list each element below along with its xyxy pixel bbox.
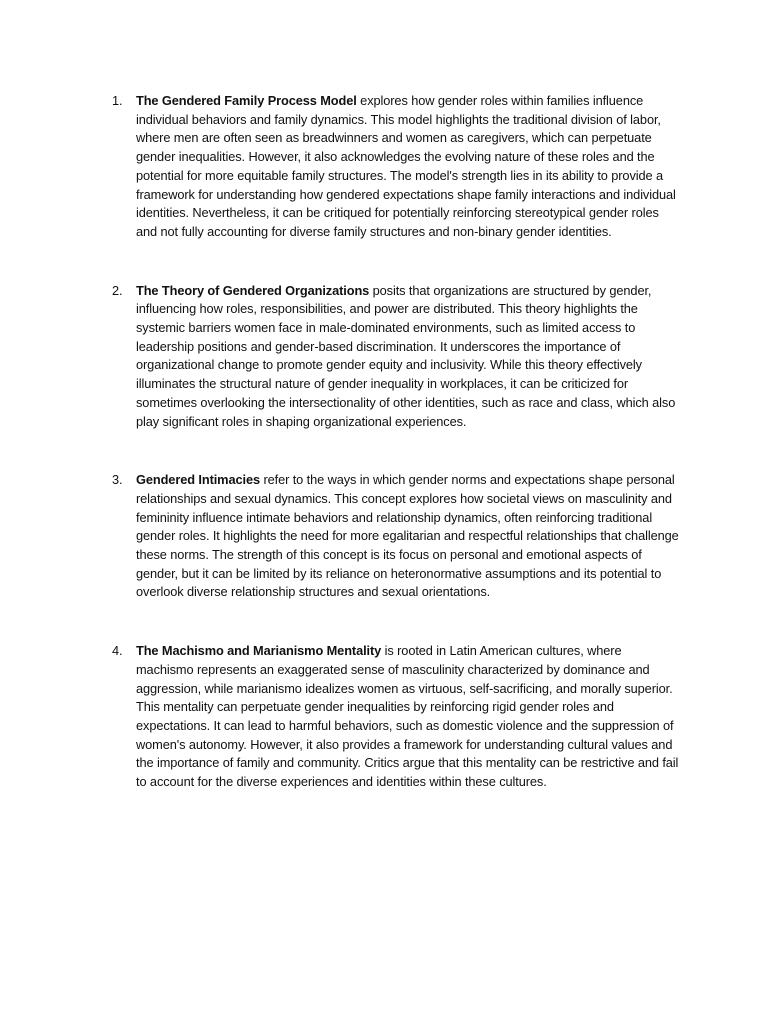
list-item-number: 3. xyxy=(112,472,123,488)
list-item xyxy=(112,471,680,602)
list-item-body: refer to the ways in which gender norms and expectations shape personal relationships and sexual dynamics. This concept explores how societal views on masculinity and femininity influence intimate behaviors and relationship dynamics, often reinforcing traditional gender roles. It highlights the need for more egalitarian and respectful relationships that challenge these norms. The strength of this concept is its focus on personal and emotional aspects of gender, but it can be limited by its reliance on heteronormative assumptions and its potential to overlook diverse relationship structures and sexual orientations. xyxy=(136,472,679,600)
list-item-number: 4. xyxy=(112,643,123,659)
list-item xyxy=(112,92,680,242)
numbered-list xyxy=(112,92,680,832)
list-item-body: explores how gender roles within families influence individual behaviors and family dynamics. This model highlights the traditional division of labor, where men are often seen as breadwinners and women as caregivers, which can perpetuate gender inequalities. However, it also acknowledges the evolving nature of these roles and the potential for more equitable family structures. The model's strength lies in its ability to provide a framework for understanding how gendered expectations shape family interactions and individual identities. Nevertheless, it can be critiqued for potentially reinforcing stereotypical gender roles and not fully accounting for diverse family structures and non-binary gender identities. xyxy=(136,93,676,239)
list-item-body: is rooted in Latin American cultures, where machismo represents an exaggerated sense of masculinity characterized by dominance and aggression, while marianismo idealizes women as virtuous, self-sacrificing, and morally superior. This mentality can perpetuate gender inequalities by reinforcing rigid gender roles and expectations. It can lead to harmful behaviors, such as domestic violence and the suppression of women's autonomy. However, it also provides a framework for understanding cultural values and the importance of family and community. Critics argue that this mentality can be restrictive and fail to account for the diverse experiences and identities within these cultures. xyxy=(136,643,679,790)
list-item-body: posits that organizations are structured by gender, influencing how roles, responsibilities, and power are distributed. This theory highlights the systemic barriers women face in male-dominated environments, such as limited access to leadership positions and gender-based discrimination. It underscores the importance of organizational change to promote gender equity and inclusivity. While this theory effectively illuminates the structural nature of gender inequality in workplaces, it can be criticized for sometimes overlooking the intersectionality of other identities, such as race and class, which also play significant roles in shaping organizational experiences. xyxy=(136,282,676,429)
list-item-title: The Machismo and Marianismo Mentality xyxy=(136,643,382,659)
list-item-number: 1. xyxy=(112,93,123,108)
list-item xyxy=(112,642,680,792)
list-item-title: The Theory of Gendered Organizations xyxy=(136,282,370,298)
list-item-title: The Gendered Family Process Model xyxy=(136,93,357,108)
list-item-number: 2. xyxy=(112,282,123,298)
list-item-title: Gendered Intimacies xyxy=(136,472,260,488)
list-item xyxy=(112,282,680,432)
